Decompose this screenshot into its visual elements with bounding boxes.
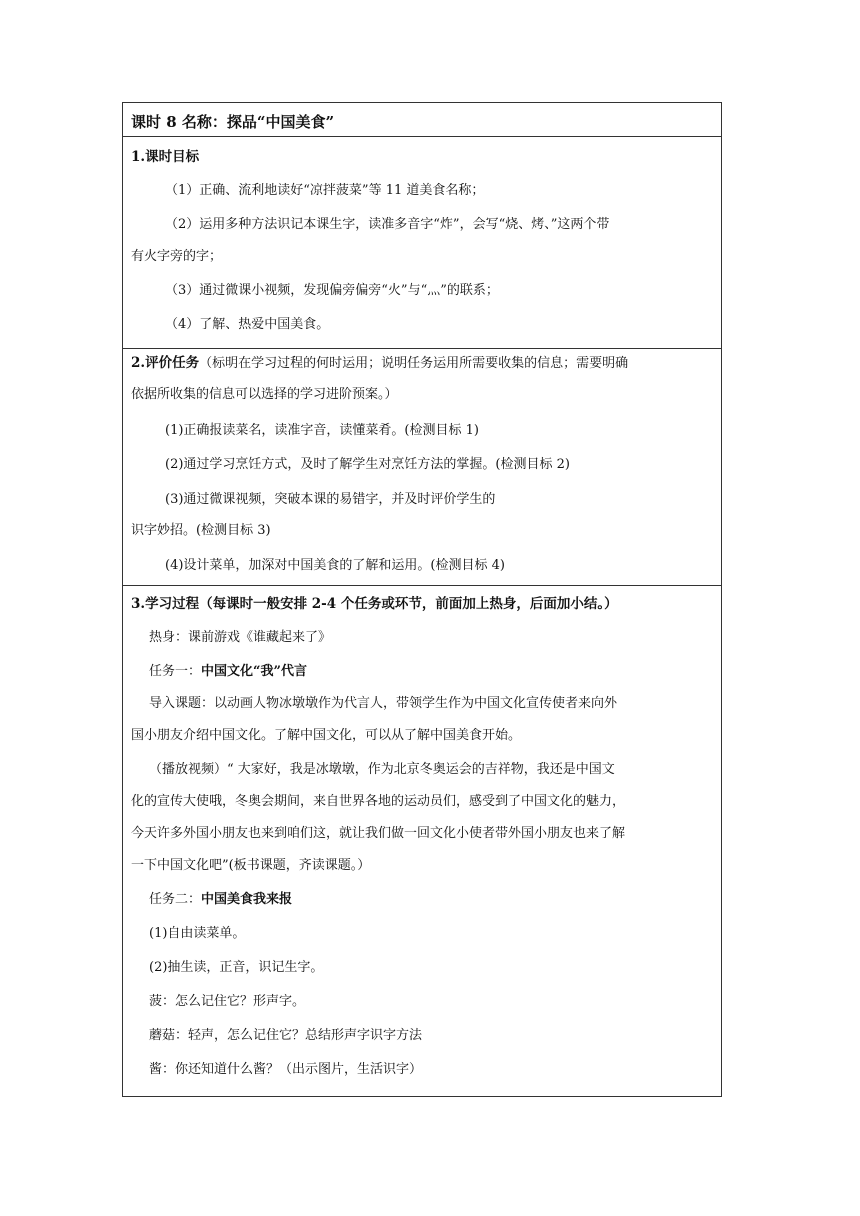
objective-item: （2）运用多种方法识记本课生字，读准多音字“炸”，会写“烧、烤、”这两个带 [165,217,610,232]
task1-line: 今天许多外国小朋友也来到咱们这，就让我们做一回文化小使者带外国小朋友也来了解 [131,826,626,841]
task1-line: 一下中国文化吧”(板书课题，齐读课题。） [131,858,371,873]
task2-heading [149,892,292,908]
evaluation-heading: 2.评价任务 [131,355,200,371]
task1-title: 中国文化“我”代言 [201,664,307,679]
evaluation-section [123,349,721,586]
task1-prefix: 任务一： [149,664,202,679]
objectives-heading: 1.课时目标 [131,149,200,165]
evaluation-item: (2)通过学习烹饪方式，及时了解学生对烹饪方法的掌握。(检测目标 2) [165,457,570,472]
evaluation-item: (4)设计菜单，加深对中国美食的了解和运用。(检测目标 4) [165,558,505,573]
lesson-plan-table [122,102,722,1097]
lesson-title: 课时 8 名称：探品“中国美食” [131,113,335,131]
objective-item: （4）了解、热爱中国美食。 [165,317,330,332]
task1-line: 化的宣传大使哦，冬奥会期间，来自世界各地的运动员们，感受到了中国文化的魅力， [131,794,626,809]
evaluation-note-cont: 依据所收集的信息可以选择的学习进阶预案。） [131,387,398,402]
warmup-line: 热身：课前游戏《谁藏起来了》 [149,630,332,645]
task2-line: 蘑菇：轻声，怎么记住它？总结形声字识字方法 [149,1028,423,1043]
objective-item: （3）通过微课小视频，发现偏旁偏旁“火”与“灬”的联系； [165,283,499,298]
task2-line: (2)抽生读，正音，识记生字。 [149,960,324,975]
objective-item: 有火字旁的字； [131,249,223,264]
task2-title: 中国美食我来报 [201,892,293,907]
task2-line: 菠：怎么记住它？形声字。 [149,994,306,1009]
task2-line: 酱：你还知道什么酱？（出示图片，生活识字） [149,1062,423,1077]
evaluation-note: （标明在学习过程的何时运用；说明任务运用所需要收集的信息；需要明确 [199,356,629,371]
task1-line: 导入课题：以动画人物冰墩墩作为代言人，带领学生作为中国文化宣传使者来向外 [149,696,618,711]
task2-prefix: 任务二： [149,892,202,907]
process-section [123,586,721,1096]
title-row [123,103,721,137]
task1-line: 国小朋友介绍中国文化。了解中国文化，可以从了解中国美食开始。 [131,728,522,743]
evaluation-item: (1)正确报读菜名，读准字音，读懂菜肴。(检测目标 1) [165,423,479,438]
task1-heading [149,664,307,680]
objectives-section [123,137,721,349]
objective-item: （1）正确、流利地读好“凉拌菠菜”等 11 道美食名称； [165,183,485,198]
evaluation-item: 识字妙招。(检测目标 3) [131,523,271,538]
task1-line: （播放视频）“ 大家好，我是冰墩墩，作为北京冬奥运会的吉祥物，我还是中国文 [149,762,615,777]
evaluation-heading-line [131,355,628,372]
process-heading: 3.学习过程（每课时一般安排 2-4 个任务或环节，前面加上热身，后面加小结。） [131,596,618,612]
task2-line: (1)自由读菜单。 [149,926,246,941]
evaluation-item: (3)通过微课视频，突破本课的易错字，并及时评价学生的 [165,492,496,507]
